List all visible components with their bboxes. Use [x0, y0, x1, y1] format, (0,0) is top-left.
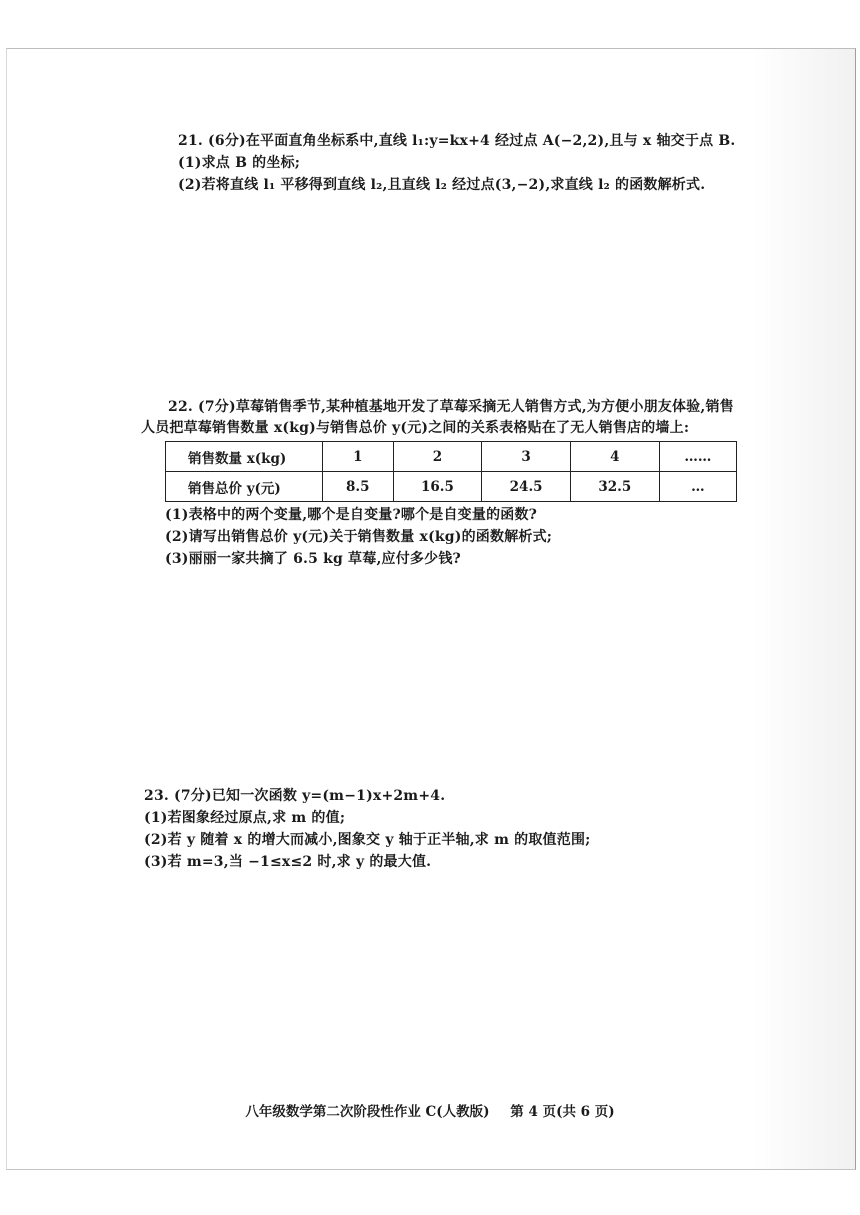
page-footer: [0, 1100, 860, 1120]
q23-part2: (2)若 y 随着 x 的增大而减小,图象交 y 轴于正半轴,求 m 的取值范围;: [144, 832, 591, 848]
q22-part2: (2)请写出销售总价 y(元)关于销售数量 x(kg)的函数解析式;: [165, 529, 553, 545]
scanned-page: [6, 48, 856, 1170]
table-cell: 3: [482, 442, 571, 472]
table-cell-ellipsis: ……: [659, 442, 736, 472]
table-cell: 8.5: [323, 472, 394, 502]
q21-part1: (1)求点 B 的坐标;: [178, 155, 301, 171]
q22-part3: (3)丽丽一家共摘了 6.5 kg 草莓,应付多少钱?: [165, 551, 461, 567]
footer-title: 八年级数学第二次阶段性作业 C(人教版): [245, 1104, 490, 1120]
table-cell: 32.5: [570, 472, 659, 502]
q21-stem: 21. (6分)在平面直角坐标系中,直线 l₁:y=kx+4 经过点 A(−2,2),且与 x 轴交于点 B.: [178, 133, 736, 149]
table-cell: 16.5: [393, 472, 482, 502]
q21-part2: (2)若将直线 l₁ 平移得到直线 l₂,且直线 l₂ 经过点(3,−2),求直线 l₂ 的函数解析式.: [178, 177, 706, 193]
q22-part1: (1)表格中的两个变量,哪个是自变量?哪个是自变量的函数?: [165, 507, 538, 523]
q23-part3: (3)若 m=3,当 −1≤x≤2 时,求 y 的最大值.: [144, 854, 432, 870]
q22-stem-line2: 人员把草莓销售数量 x(kg)与销售总价 y(元)之间的关系表格贴在了无人销售店的墙上:: [141, 420, 690, 436]
q23-part1: (1)若图象经过原点,求 m 的值;: [144, 810, 346, 826]
table-row: [166, 442, 737, 472]
table-cell: 1: [323, 442, 394, 472]
table-cell: 4: [570, 442, 659, 472]
table-header-price: 销售总价 y(元): [166, 472, 323, 502]
table-header-quantity: 销售数量 x(kg): [166, 442, 323, 472]
sales-table: [165, 441, 737, 502]
q22-stem-line1: 22. (7分)草莓销售季节,某种植基地开发了草莓采摘无人销售方式,为方便小朋友体验,销售: [168, 399, 734, 415]
table-row: [166, 472, 737, 502]
footer-page-number: 第 4 页(共 6 页): [510, 1104, 615, 1120]
q23-stem: 23. (7分)已知一次函数 y=(m−1)x+2m+4.: [144, 788, 446, 804]
table-cell: 2: [393, 442, 482, 472]
table-cell: 24.5: [482, 472, 571, 502]
table-cell-ellipsis: …: [659, 472, 736, 502]
